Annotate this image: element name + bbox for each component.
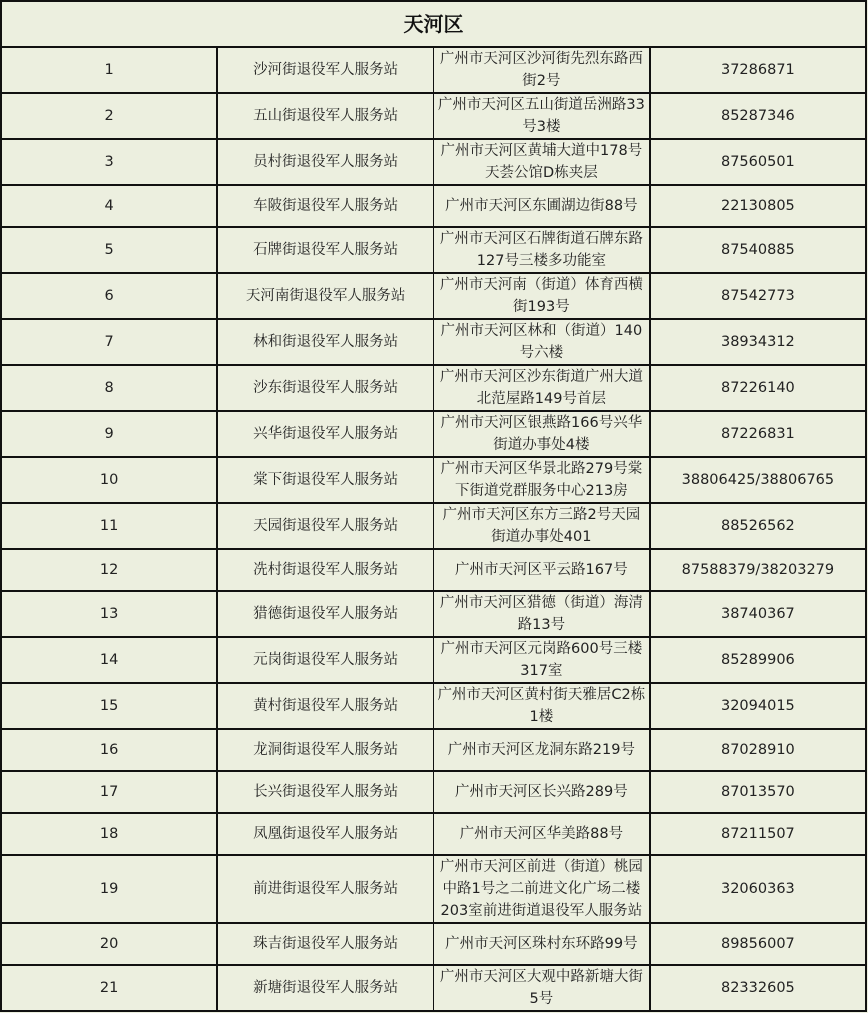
table-row [1, 965, 866, 1011]
station-name: 沙东街退役军人服务站 [217, 365, 433, 411]
station-name: 车陂街退役军人服务站 [217, 185, 433, 227]
table-row [1, 813, 866, 855]
station-name: 兴华街退役军人服务站 [217, 411, 433, 457]
station-phone: 87013570 [650, 771, 866, 813]
table-row [1, 637, 866, 683]
station-address: 广州市天河区华美路88号 [434, 813, 650, 855]
station-phone: 88526562 [650, 503, 866, 549]
row-index: 21 [1, 965, 217, 1011]
station-address: 广州市天河区银燕路166号兴华街道办事处4楼 [434, 411, 650, 457]
station-address: 广州市天河区元岗路600号三楼317室 [434, 637, 650, 683]
station-address: 广州市天河区五山街道岳洲路33号3楼 [434, 93, 650, 139]
station-phone: 87226831 [650, 411, 866, 457]
row-index: 10 [1, 457, 217, 503]
station-phone: 85289906 [650, 637, 866, 683]
row-index: 13 [1, 591, 217, 637]
station-name: 长兴街退役军人服务站 [217, 771, 433, 813]
table-row [1, 227, 866, 273]
station-address: 广州市天河区沙河街先烈东路西街2号 [434, 47, 650, 93]
station-name: 新塘街退役军人服务站 [217, 965, 433, 1011]
station-name: 员村街退役军人服务站 [217, 139, 433, 185]
station-phone: 37286871 [650, 47, 866, 93]
station-address: 广州市天河区猎德（街道）海清路13号 [434, 591, 650, 637]
station-address: 广州市天河区林和（街道）140号六楼 [434, 319, 650, 365]
station-phone: 38740367 [650, 591, 866, 637]
row-index: 3 [1, 139, 217, 185]
station-phone: 87542773 [650, 273, 866, 319]
station-name: 天河南街退役军人服务站 [217, 273, 433, 319]
table-row [1, 411, 866, 457]
row-index: 2 [1, 93, 217, 139]
station-phone: 89856007 [650, 923, 866, 965]
station-phone: 87028910 [650, 729, 866, 771]
row-index: 5 [1, 227, 217, 273]
row-index: 8 [1, 365, 217, 411]
station-phone: 38934312 [650, 319, 866, 365]
station-name: 前进街退役军人服务站 [217, 855, 433, 923]
table-row [1, 771, 866, 813]
row-index: 11 [1, 503, 217, 549]
station-address: 广州市天河区东圃湖边街88号 [434, 185, 650, 227]
table-row [1, 185, 866, 227]
station-name: 龙洞街退役军人服务站 [217, 729, 433, 771]
table-row [1, 273, 866, 319]
station-address: 广州市天河区石牌街道石牌东路127号三楼多功能室 [434, 227, 650, 273]
table-row [1, 457, 866, 503]
station-phone: 32094015 [650, 683, 866, 729]
station-address: 广州市天河区沙东街道广州大道北范屋路149号首层 [434, 365, 650, 411]
row-index: 20 [1, 923, 217, 965]
row-index: 19 [1, 855, 217, 923]
table-row [1, 93, 866, 139]
table-row [1, 683, 866, 729]
table-title-row [1, 1, 866, 47]
row-index: 12 [1, 549, 217, 591]
station-address: 广州市天河区华景北路279号棠下街道党群服务中心213房 [434, 457, 650, 503]
station-phone: 87560501 [650, 139, 866, 185]
station-name: 棠下街退役军人服务站 [217, 457, 433, 503]
table-row [1, 365, 866, 411]
station-phone: 32060363 [650, 855, 866, 923]
table-row [1, 729, 866, 771]
station-name: 沙河街退役军人服务站 [217, 47, 433, 93]
row-index: 6 [1, 273, 217, 319]
table-row [1, 139, 866, 185]
table-row [1, 319, 866, 365]
station-name: 珠吉街退役军人服务站 [217, 923, 433, 965]
station-phone: 87540885 [650, 227, 866, 273]
row-index: 4 [1, 185, 217, 227]
station-name: 天园街退役军人服务站 [217, 503, 433, 549]
table-body [1, 47, 866, 1011]
station-name: 冼村街退役军人服务站 [217, 549, 433, 591]
station-address: 广州市天河区大观中路新塘大街5号 [434, 965, 650, 1011]
table-row [1, 855, 866, 923]
table-row [1, 47, 866, 93]
station-address: 广州市天河区黄村街天雅居C2栋1楼 [434, 683, 650, 729]
station-phone: 38806425/38806765 [650, 457, 866, 503]
table-row [1, 923, 866, 965]
row-index: 15 [1, 683, 217, 729]
station-phone: 87211507 [650, 813, 866, 855]
row-index: 18 [1, 813, 217, 855]
station-name: 元岗街退役军人服务站 [217, 637, 433, 683]
station-phone: 87226140 [650, 365, 866, 411]
district-title: 天河区 [1, 1, 866, 47]
row-index: 14 [1, 637, 217, 683]
station-name: 石牌街退役军人服务站 [217, 227, 433, 273]
row-index: 9 [1, 411, 217, 457]
row-index: 7 [1, 319, 217, 365]
station-phone: 82332605 [650, 965, 866, 1011]
station-address: 广州市天河区珠村东环路99号 [434, 923, 650, 965]
table-row [1, 503, 866, 549]
station-address: 广州市天河区前进（街道）桃园中路1号之二前进文化广场二楼203室前进街道退役军人服务站 [434, 855, 650, 923]
station-name: 林和街退役军人服务站 [217, 319, 433, 365]
station-address: 广州市天河区平云路167号 [434, 549, 650, 591]
station-address: 广州市天河区龙洞东路219号 [434, 729, 650, 771]
station-phone: 85287346 [650, 93, 866, 139]
row-index: 1 [1, 47, 217, 93]
row-index: 16 [1, 729, 217, 771]
station-address: 广州市天河区长兴路289号 [434, 771, 650, 813]
table-row [1, 549, 866, 591]
station-address: 广州市天河区东方三路2号天园街道办事处401 [434, 503, 650, 549]
row-index: 17 [1, 771, 217, 813]
station-name: 凤凰街退役军人服务站 [217, 813, 433, 855]
station-address: 广州市天河南（街道）体育西横街193号 [434, 273, 650, 319]
table-row [1, 591, 866, 637]
station-name: 黄村街退役军人服务站 [217, 683, 433, 729]
station-name: 五山街退役军人服务站 [217, 93, 433, 139]
station-phone: 87588379/38203279 [650, 549, 866, 591]
station-phone: 22130805 [650, 185, 866, 227]
station-address: 广州市天河区黄埔大道中178号天荟公馆D栋夹层 [434, 139, 650, 185]
station-name: 猎德街退役军人服务站 [217, 591, 433, 637]
